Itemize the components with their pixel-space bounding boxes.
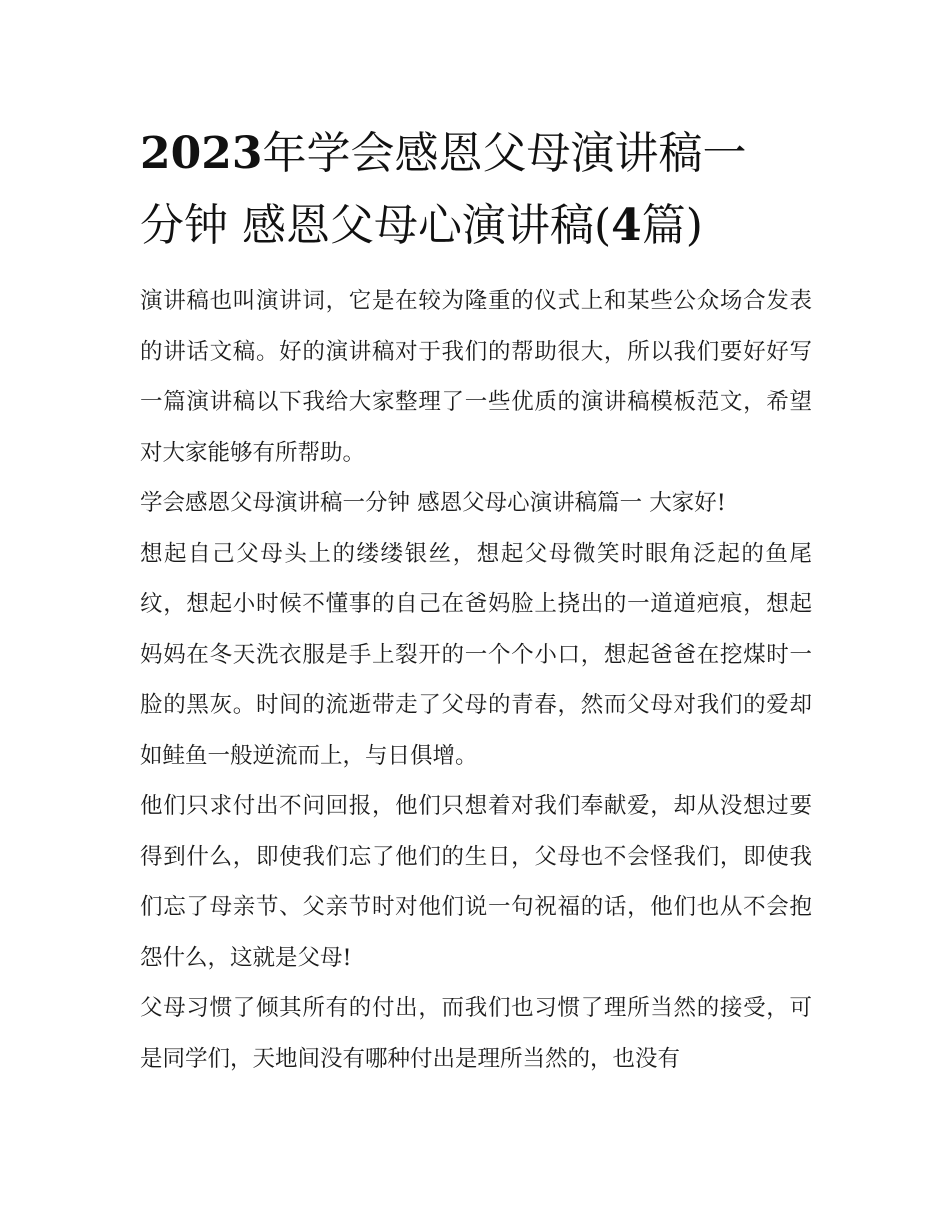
title-year: 2023 [140,128,263,179]
paragraph-body-1: 想起自己父母头上的缕缕银丝，想起父母微笑时眼角泛起的鱼尾纹，想起小时候不懂事的自己在爸妈脸上挠出的一道道疤痕，想起妈妈在冬天洗衣服是手上裂开的一个个小口，想起爸爸在挖煤时一脸的黑灰。时间的流逝带走了父母的青春，然而父母对我们的爱却如鲑鱼一般逆流而上，与日俱增。 [140,540,812,769]
title-count: 4 [611,200,642,251]
title-line1-text: 年学会感恩父母演讲稿一 [262,128,747,179]
title-line2-text: 分钟 感恩父母心演讲稿( [140,200,612,251]
page-title [140,118,812,262]
paragraph-section-heading: 学会感恩父母演讲稿一分钟 感恩父母心演讲稿篇一 大家好! [140,490,726,516]
paragraph-body-3: 父母习惯了倾其所有的付出，而我们也习惯了理所当然的接受，可是同学们，天地间没有哪种付出是理所当然的，也没有 [140,995,812,1072]
document-content [140,118,812,1084]
paragraph-intro: 演讲稿也叫演讲词，它是在较为隆重的仪式上和某些公众场合发表的讲话文稿。好的演讲稿对于我们的帮助很大，所以我们要好好写一篇演讲稿以下我给大家整理了一些优质的演讲稿模板范文，希望对大家能够有所帮助。 [140,288,812,466]
title-tail-text: 篇) [641,200,703,251]
paragraph-body-2: 他们只求付出不问回报，他们只想着对我们奉献爱，却从没想过要得到什么，即使我们忘了他们的生日，父母也不会怪我们，即使我们忘了母亲节、父亲节时对他们说一句祝福的话，他们也从不会抱怨什么，这就是父母! [140,793,812,971]
